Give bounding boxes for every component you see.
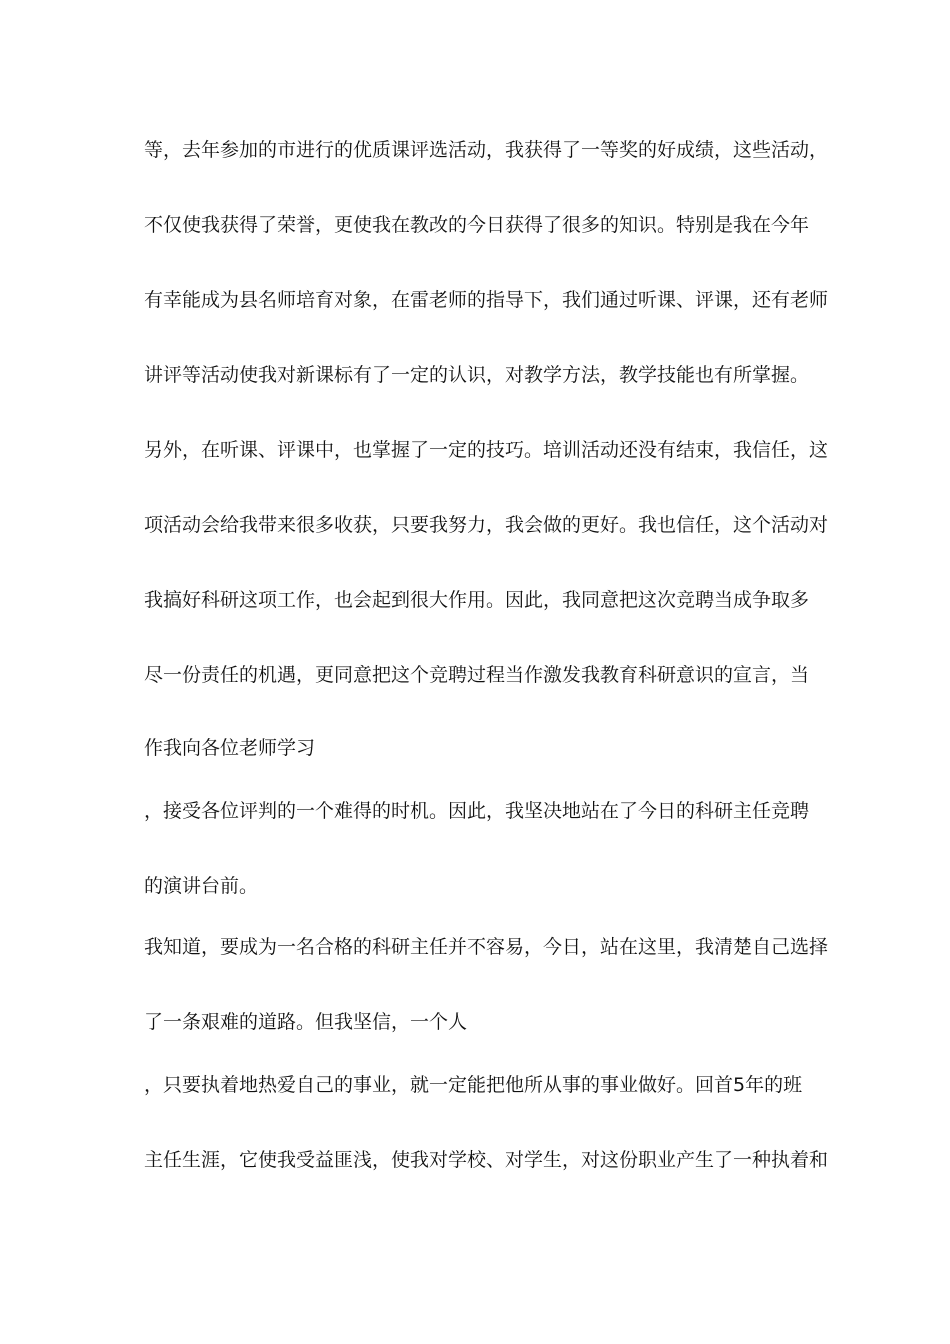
text-line: 我知道，要成为一名合格的科研主任并不容易，今日，站在这里，我清楚自己选择 [144, 936, 829, 958]
text-line: 主任生涯，它使我受益匪浅，使我对学校、对学生，对这份职业产生了一种执着和 [144, 1149, 829, 1171]
text-line: ，只要执着地热爱自己的事业，就一定能把他所从事的事业做好。回首5年的班 [144, 1074, 803, 1096]
text-line: 有幸能成为县名师培育对象，在雷老师的指导下，我们通过听课、评课，还有老师 [144, 289, 829, 311]
text-line: 了一条艰难的道路。但我坚信，一个人 [144, 1011, 468, 1033]
text-line: 等，去年参加的市进行的优质课评选活动，我获得了一等奖的好成绩，这些活动， [144, 139, 829, 161]
text-line: 不仅使我获得了荣誉，更使我在教改的今日获得了很多的知识。特别是我在今年 [144, 214, 810, 236]
text-line: ，接受各位评判的一个难得的时机。因此，我坚决地站在了今日的科研主任竞聘 [144, 800, 810, 822]
text-line: 另外，在听课、评课中，也掌握了一定的技巧。培训活动还没有结束，我信任，这 [144, 439, 829, 461]
text-line: 尽一份责任的机遇，更同意把这个竞聘过程当作激发我教育科研意识的宣言，当 [144, 664, 810, 686]
text-line: 的演讲台前。 [144, 875, 259, 897]
text-line: 项活动会给我带来很多收获，只要我努力，我会做的更好。我也信任，这个活动对 [144, 514, 829, 536]
text-line: 我搞好科研这项工作，也会起到很大作用。因此，我同意把这次竞聘当成争取多 [144, 589, 810, 611]
text-line: 作我向各位老师学习 [144, 737, 316, 759]
text-line: 讲评等活动使我对新课标有了一定的认识，对教学方法，教学技能也有所掌握。 [144, 364, 810, 386]
